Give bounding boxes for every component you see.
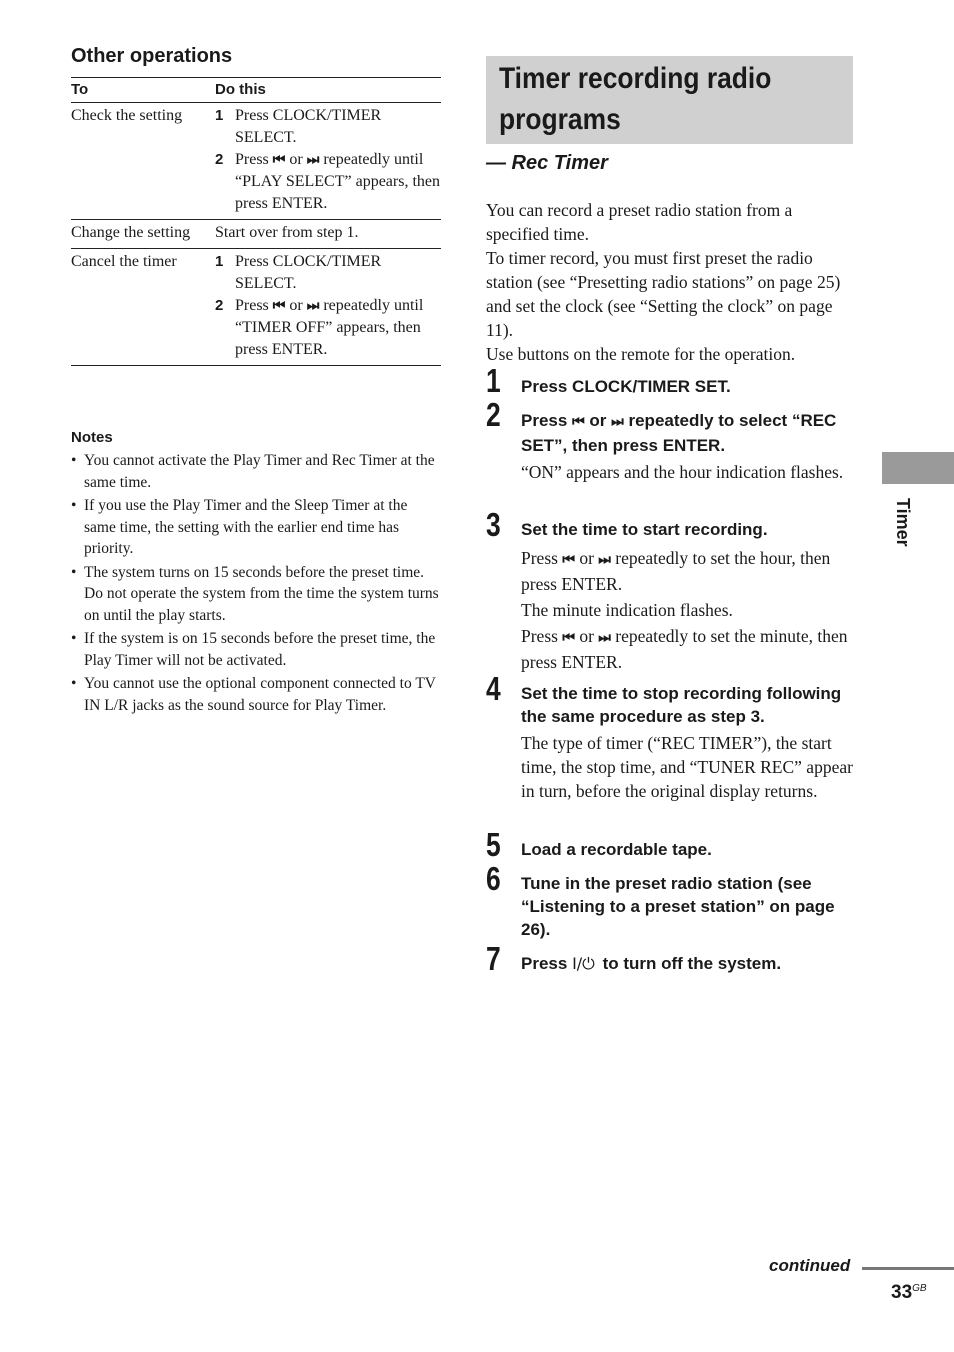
list-item: • If the system is on 15 seconds before the preset time, the Play Timer will not be activated. [71,628,441,671]
instruction-step [215,105,441,149]
notes-list [71,450,441,718]
continued-label: continued [769,1256,851,1275]
step-heading-rest: repeatedly to select “REC SET”, then press ENTER. [521,411,837,455]
step-heading-1: Press CLOCK/TIMER SET. [521,377,731,396]
step-body-2: “ON” appears and the hour indication flashes. [521,462,844,482]
step-text-rest: repeatedly to set the minute, then press ENTER. [521,626,848,672]
step-text-press: Press [235,297,269,314]
step-number-5: 5 [486,826,501,863]
row-action: Cancel the timer [71,249,215,366]
step-text-or: or [289,151,303,168]
row-instructions [215,103,441,220]
row-action: Change the setting [71,220,215,249]
page-number [891,1282,927,1304]
row-action: Check the setting [71,103,215,220]
next-track-icon: ⏭ [611,414,621,430]
section-subtitle: — Rec Timer [486,152,608,174]
list-item: • The system turns on 15 seconds before the preset time. Do not operate the system from the time the system turns on until the play starts. [71,562,441,627]
instruction-step [215,295,441,361]
step-heading-press: Press [521,411,568,430]
step-text: Press CLOCK/TIMER SELECT. [235,253,382,292]
step-heading-rest: to turn off the system. [602,954,782,973]
section-title: Timer recording radio programs [499,62,772,136]
intro-paragraph: Use buttons on the remote for the operation. [486,344,796,364]
step-number-3: 3 [486,506,501,543]
step-number: 1 [215,253,224,270]
operations-table [71,77,441,366]
step-number-4: 4 [486,670,501,707]
step-heading-4: Set the time to stop recording following the same procedure as step 3. [521,684,842,726]
step-number-6: 6 [486,860,501,897]
prev-track-icon: ⏮ [562,552,572,568]
instruction-step [215,149,441,215]
step-text-press: Press [521,626,558,646]
list-item: • You cannot activate the Play Timer and Rec Timer at the same time. [71,450,441,493]
instruction-step [215,251,441,295]
prev-track-icon: ⏮ [572,414,582,430]
prev-track-icon: ⏮ [272,298,283,314]
intro-paragraph: You can record a preset radio station from a specified time. [486,200,793,244]
prev-track-icon: ⏮ [562,630,572,646]
step-heading-6: Tune in the preset radio station (see “Listening to a preset station” on page 26). [521,874,835,939]
intro-text [486,198,856,366]
page-number-suffix: GB [912,1283,927,1294]
other-operations-title: Other operations [71,45,233,67]
step-heading-7 [521,952,856,975]
list-item: • If you use the Play Timer and the Sleep Timer at the same time, the setting with the earlier end time has priority. [71,495,441,560]
table-row [71,103,441,220]
step-text-or: or [579,626,594,646]
step-text-or: or [289,297,303,314]
step-text-press: Press [235,151,269,168]
next-track-icon: ⏭ [306,298,317,314]
step-body-3 [521,546,856,676]
prev-track-icon: ⏮ [272,152,283,168]
table-row [71,220,441,249]
table-header-row [71,78,441,103]
intro-paragraph: To timer record, you must first preset the radio station (see “Presetting radio stations” on page 25) and set the clock (see “Setting the clock” on page 11). [486,248,841,340]
step-number: 2 [215,297,224,314]
column-header-to: To [71,78,215,103]
next-track-icon: ⏭ [306,152,317,168]
step-text-rest: repeatedly until “PLAY SELECT” appears, then press ENTER. [235,151,440,212]
step-text [235,295,441,361]
continued-rule [862,1267,954,1270]
step-body-paragraph [521,546,856,596]
table-row [71,249,441,366]
step-number: 1 [215,107,224,124]
column-header-do-this: Do this [215,78,441,103]
step-heading-2 [521,409,856,457]
row-instructions [215,249,441,366]
row-instructions: Start over from step 1. [215,220,441,249]
step-heading-5: Load a recordable tape. [521,840,712,859]
step-number-1: 1 [486,362,501,399]
step-body-paragraph [521,624,856,674]
next-track-icon: ⏭ [598,552,608,568]
step-text [235,149,441,215]
step-heading-or: or [589,411,607,430]
step-body-4: The type of timer (“REC TIMER”), the start time, the stop time, and “TUNER REC” appear in turn, before the original display returns. [521,733,853,801]
step-number-7: 7 [486,940,501,977]
step-heading-3: Set the time to start recording. [521,520,768,539]
list-item: • You cannot use the optional component connected to TV IN L/R jacks as the sound source for Play Timer. [71,673,441,716]
power-icon: I/⏻ [572,954,595,973]
notes-title: Notes [71,429,113,446]
step-body-paragraph: The minute indication flashes. [521,600,733,620]
step-text-rest: repeatedly to set the hour, then press ENTER. [521,548,831,594]
page-number-value: 33 [891,1282,913,1303]
step-text-press: Press [521,548,558,568]
step-text: Press CLOCK/TIMER SELECT. [235,107,382,146]
next-track-icon: ⏭ [598,630,608,646]
step-number: 2 [215,151,224,168]
step-heading-press: Press [521,954,568,973]
step-number-2: 2 [486,396,501,433]
step-text-rest: repeatedly until “TIMER OFF” appears, then press ENTER. [235,297,424,358]
side-tab-marker [882,452,954,484]
side-tab-label: Timer [893,498,913,547]
step-text-or: or [579,548,594,568]
